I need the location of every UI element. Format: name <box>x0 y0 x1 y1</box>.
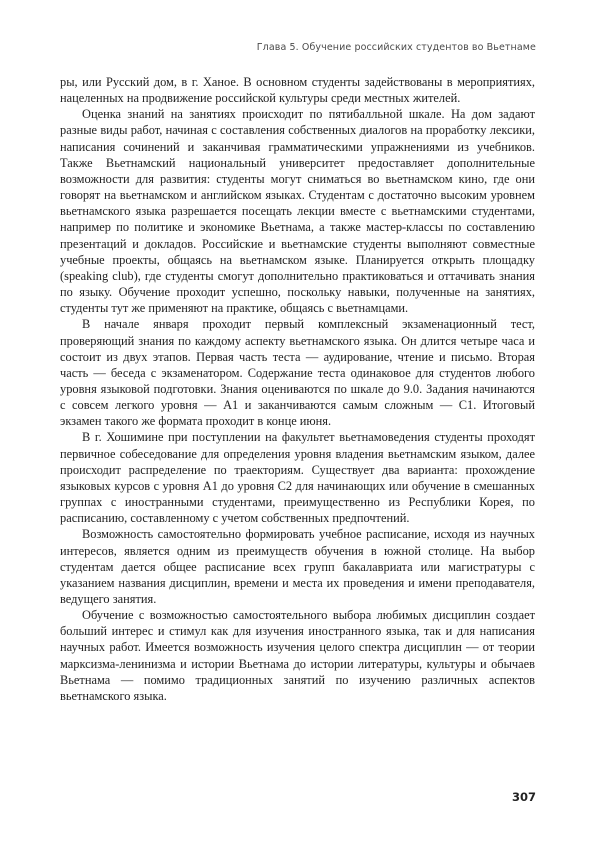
body-text <box>60 74 535 704</box>
paragraph: Возможность самостоятельно формировать учебное расписание, исходя из научных интересов, является одним из преимуществ обучения в южной столице. На выбор студентам дается общее расписание всех групп бакалавриата или магистратуры с указанием названия дисциплин, времени и места их проведения и имени преподавателя, ведущего занятия. <box>60 527 535 606</box>
paragraph: Обучение с возможностью самостоятельного выбора любимых дисциплин создает больший интерес и стимул как для изучения иностранного языка, так и для написания научных работ. Имеется возможность изучения целого спектра дисциплин — от теории марксизма-ленинизма и истории Вьетнама до истории литературы, культуры и обычаев Вьетнама — помимо традиционных занятий по изучению различных аспектов вьетнамского языка. <box>60 608 535 703</box>
running-header: Глава 5. Обучение российских студентов во Вьетнаме <box>256 42 536 53</box>
paragraph: Оценка знаний на занятиях происходит по пятибалльной шкале. На дом задают разные виды работ, начиная с составления собственных диалогов на проработку лексики, написания сочинений и заканчивая грамматическими упражнениями из учебников. Также Вьетнамский национальный университет предоставляет дополнительные возможности для развития: студенты могут сниматься во вьетнамском кино, где они говорят на вьетнамском и английском языках. Студентам с достаточно высоким уровнем вьетнамского языка разрешается посещать лекции вместе с вьетнамскими студентами, например по политике и экономике Вьетнама, а также мастер-классы по составлению презентаций и докладов. Российские и вьетнамские студенты выполняют совместные учебные проекты, общаясь на вьетнамском языке. Планируется открыть площадку (speaking club), где студенты смогут дополнительно практиковаться и оттачивать знания по языку. Обучение проходит успешно, поскольку навыки, полученные на занятиях, студенты тут же применяют на практике, общаясь с вьетнамцами. <box>60 107 535 316</box>
paragraph: ры, или Русский дом, в г. Ханое. В основном студенты задействованы в мероприятиях, нацеленных на продвижение российской культуры среди местных жителей. <box>60 75 535 106</box>
page-number: 307 <box>511 790 536 804</box>
paragraph: В г. Хошимине при поступлении на факультет вьетнамоведения студенты проходят первичное собеседование для определения уровня владения вьетнамским языком, далее происходит распределение по траекториям. Существует два варианта: прохождение языковых курсов с уровня А1 до уровня С2 для начинающих или обучение в смешанных группах с иностранными студентами, преимущественно из Республики Корея, по расписанию, составленному с учетом собственных предпочтений. <box>60 430 535 526</box>
paragraph: В начале января проходит первый комплексный экзаменационный тест, проверяющий знания по каждому аспекту вьетнамского языка. Он длится четыре часа и состоит из двух этапов. Первая часть теста — аудирование, чтение и письмо. Вторая часть — беседа с экзаменатором. Содержание теста одинаковое для студентов любого уровня языковой подготовки. Знания оцениваются по шкале до 9.0. Задания начинаются с совсем легкого уровня — А1 и заканчиваются самым сложным — С1. Итоговый экзамен такого же формата проходит в конце июня. <box>60 317 535 429</box>
